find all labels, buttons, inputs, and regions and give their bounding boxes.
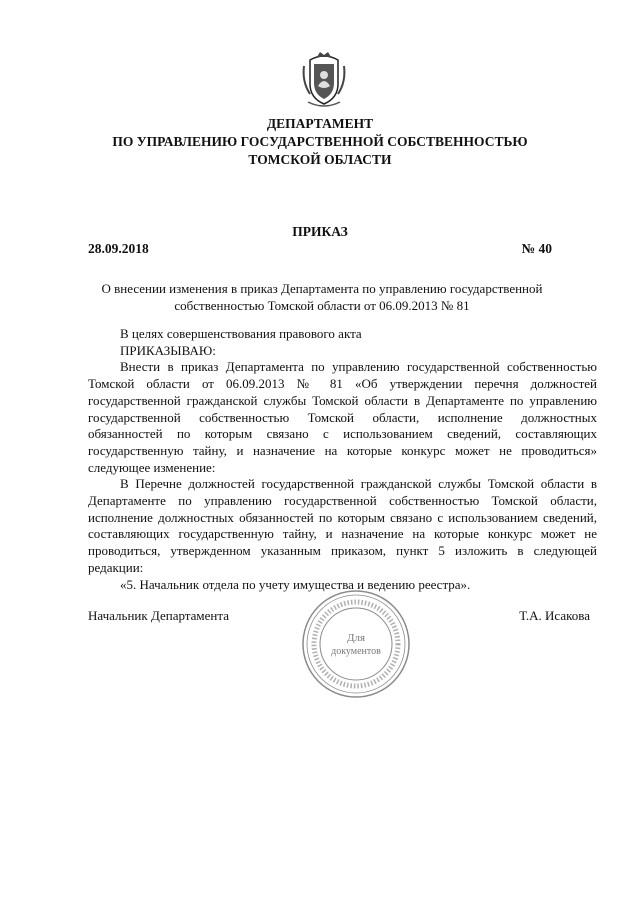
paragraph-2: В Перечне должностей государственной гражданской службы Томской области в Департаменте по управлению государственной собственностью Томской области, исполнение должностных обязанностей по которым связано с использованием сведений, составляющих государственную тайну, и назначение на которые конкурс может не проводиться, утвержденном указанным приказом, пункт 5 изложить в следующей редакции:	[88, 476, 597, 575]
subject-line2: собственностью Томской области от 06.09.2013 № 81	[174, 298, 470, 313]
order-word: ПРИКАЗЫВАЮ:	[120, 342, 216, 358]
purpose-text: В целях совершенствования правового акта	[120, 326, 362, 341]
department-name-line1: ДЕПАРТАМЕНТ	[266, 116, 374, 131]
stamp-text-line1: Для	[346, 632, 366, 644]
coat-of-arms-icon	[300, 50, 348, 110]
official-stamp	[300, 588, 412, 700]
order-subject	[96, 280, 548, 314]
signatory-name: Т.А. Исакова	[519, 608, 590, 623]
signatory-title: Начальник Департамента	[88, 608, 229, 623]
order-title: ПРИКАЗ	[292, 224, 348, 239]
department-name-line2: ПО УПРАВЛЕНИЮ ГОСУДАРСТВЕННОЙ СОБСТВЕННОСТЬЮ	[112, 134, 528, 149]
order-number: № 40	[521, 241, 552, 256]
subject-line1: О внесении изменения в приказ Департамента по управлению государственной	[101, 281, 543, 296]
paragraph-1: Внести в приказ Департамента по управлению государственной собственностью Томской области от 06.09.2013 № 81 «Об утверждении перечня должностей государственной гражданской службы Томской области в Департаменте по управлению государственной собственностью Томской области, исполнение должностных обязанностей по которым связано с использованием сведений, составляющих государственную тайну, и назначение на которые конкурс может не проводиться» следующее изменение:	[88, 359, 597, 475]
department-name-line3: ТОМСКОЙ ОБЛАСТИ	[248, 152, 392, 167]
stamp-text-line2: документов	[331, 646, 381, 657]
order-body	[88, 326, 597, 593]
order-date: 28.09.2018	[88, 241, 149, 256]
paragraph-3: «5. Начальник отдела по учету имущества и ведению реестра».	[120, 576, 471, 592]
